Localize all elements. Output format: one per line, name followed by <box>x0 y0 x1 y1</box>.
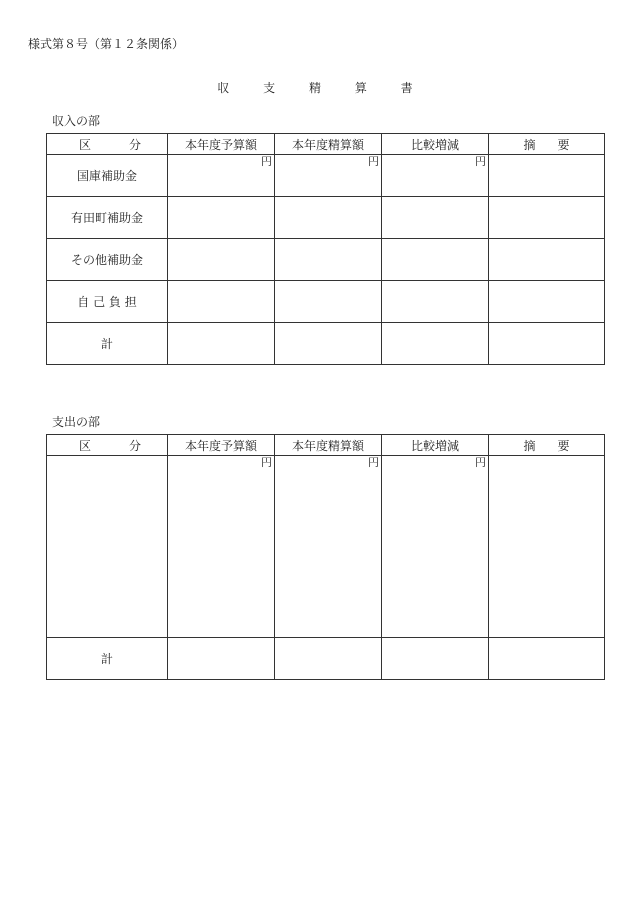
header-category-left: 区 <box>79 137 92 152</box>
settlement-cell[interactable] <box>275 323 382 365</box>
income-table <box>46 133 605 365</box>
diff-cell[interactable] <box>382 323 489 365</box>
expense-header-row <box>47 435 605 456</box>
total-row <box>47 638 605 680</box>
yen-unit: 円 <box>261 456 272 469</box>
settlement-cell[interactable] <box>275 456 382 638</box>
title-char: 算 <box>354 81 367 95</box>
remarks-cell[interactable] <box>489 239 605 281</box>
remarks-cell[interactable] <box>489 323 605 365</box>
income-section-label: 収入の部 <box>52 114 101 128</box>
header-diff: 比較増減 <box>382 435 489 456</box>
diff-cell[interactable] <box>382 197 489 239</box>
settlement-cell[interactable] <box>275 197 382 239</box>
yen-unit: 円 <box>368 456 379 469</box>
expense-table <box>46 434 605 680</box>
title-char: 精 <box>308 81 321 95</box>
header-diff: 比較増減 <box>382 134 489 155</box>
form-number: 様式第８号（第１２条関係） <box>28 37 185 51</box>
budget-cell[interactable] <box>168 456 275 638</box>
total-label: 計 <box>47 323 168 365</box>
header-remarks-right: 要 <box>557 438 570 453</box>
remarks-cell[interactable] <box>489 638 605 680</box>
table-row <box>47 281 605 323</box>
settlement-cell[interactable] <box>275 239 382 281</box>
remarks-cell[interactable] <box>489 197 605 239</box>
header-category-right: 分 <box>128 438 141 453</box>
budget-cell[interactable] <box>168 239 275 281</box>
header-category-right: 分 <box>128 137 141 152</box>
total-row <box>47 323 605 365</box>
remarks-cell[interactable] <box>489 155 605 197</box>
header-category-left: 区 <box>79 438 92 453</box>
header-remarks <box>489 435 605 456</box>
row-label: 自 己 負 担 <box>47 281 168 323</box>
header-category <box>47 435 168 456</box>
total-label: 計 <box>47 638 168 680</box>
table-row <box>47 239 605 281</box>
expense-section-label: 支出の部 <box>52 415 101 429</box>
header-budget: 本年度予算額 <box>168 435 275 456</box>
remarks-cell[interactable] <box>489 456 605 638</box>
item-cell[interactable] <box>47 456 168 638</box>
row-label: その他補助金 <box>47 239 168 281</box>
header-settlement: 本年度精算額 <box>275 435 382 456</box>
budget-cell[interactable] <box>168 155 275 197</box>
diff-cell[interactable] <box>382 456 489 638</box>
row-label: 国庫補助金 <box>47 155 168 197</box>
budget-cell[interactable] <box>168 281 275 323</box>
header-remarks-left: 摘 <box>523 438 536 453</box>
header-settlement: 本年度精算額 <box>275 134 382 155</box>
header-budget: 本年度予算額 <box>168 134 275 155</box>
settlement-cell[interactable] <box>275 155 382 197</box>
title-char: 収 <box>217 81 230 95</box>
budget-cell[interactable] <box>168 197 275 239</box>
diff-cell[interactable] <box>382 239 489 281</box>
diff-cell[interactable] <box>382 281 489 323</box>
table-row <box>47 197 605 239</box>
header-remarks-left: 摘 <box>523 137 536 152</box>
title-char: 書 <box>400 81 413 95</box>
row-label: 有田町補助金 <box>47 197 168 239</box>
diff-cell[interactable] <box>382 638 489 680</box>
settlement-cell[interactable] <box>275 638 382 680</box>
table-row <box>47 155 605 197</box>
remarks-cell[interactable] <box>489 281 605 323</box>
header-remarks-right: 要 <box>557 137 570 152</box>
income-header-row <box>47 134 605 155</box>
yen-unit: 円 <box>475 155 486 168</box>
yen-unit: 円 <box>261 155 272 168</box>
settlement-cell[interactable] <box>275 281 382 323</box>
yen-unit: 円 <box>368 155 379 168</box>
budget-cell[interactable] <box>168 638 275 680</box>
yen-unit: 円 <box>475 456 486 469</box>
header-remarks <box>489 134 605 155</box>
diff-cell[interactable] <box>382 155 489 197</box>
budget-cell[interactable] <box>168 323 275 365</box>
title-char: 支 <box>263 81 276 95</box>
document-title <box>0 79 630 96</box>
header-category <box>47 134 168 155</box>
table-row <box>47 456 605 638</box>
